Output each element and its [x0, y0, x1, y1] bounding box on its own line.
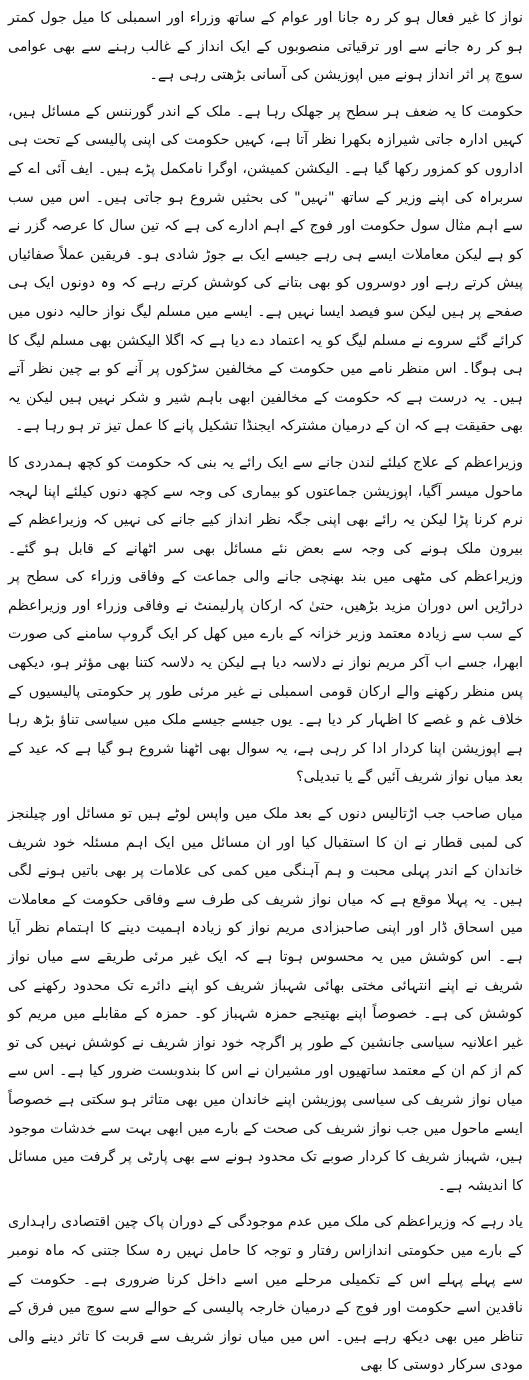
article-paragraph-3: وزیراعظم کے علاج کیلئے لندن جانے سے ایک رائے یہ بنی کہ حکومت کو کچھ ہمدردی کا ماحول میسر آگیا، اپوزیشن جماعتوں کو بیماری کی وجہ سے کچھ دنوں کیلئے اپنا لہجہ نرم کرنا پڑا لیکن یہ رائے بھی اپنی جگہ نظر انداز کیے جانے کی نہیں کہ وزیراعظم کے بیرون ملک ہونے کی وجہ سے بعض نئے مسائل بھی سر اٹھانے کے قابل ہو گئے۔ وزیراعظم کی مٹھی میں بند بھنچی جانے والی جماعت کے وفاقی وزراء کی سطح پر دراڑیں اس دوران مزید بڑھیں، حتیٰ کہ ارکان پارلیمنٹ نے وفاقی وزراء اور وزیراعظم کے سب سے زیادہ معتمد وزیر خزانہ کے بارے میں کھل کر ایک گروپ سامنے کی صورت ابھرا، جسے اب آکر مریم نواز نے دلاسہ دیا ہے لیکن یہ دلاسہ کتنا بھی مؤثر ہو، دیکھی پس منظر رکھنے والے ارکان قومی اسمبلی نے غیر مرئی طور پر حکومتی پالیسیوں کے خلاف غم و غصے کا اظہار کر دیا ہے۔ یوں جیسے جیسے ملک میں سیاسی تناؤ بڑھ رہا ہے اپوزیشن اپنا کردار ادا کر رہی ہے، یہ سوال بھی اٹھنا شروع ہو گیا ہے کہ عید کے بعد میاں نواز شریف آئیں گے یا تبدیلی؟	[8, 454, 523, 786]
article-paragraph-2: حکومت کا یہ ضعف ہر سطح پر جھلک رہا ہے۔ ملک کے اندر گورننس کے مسائل ہیں، کہیں ادارہ جاتی شیرازہ بکھرا نظر آتا ہے، کہیں حکومت کی اپنی پالیسی کے تحت ہی اداروں کو کمزور رکھا گیا ہے۔ الیکشن کمیشن، اوگرا نامکمل پڑے ہیں۔ ایف آئی اے کے سربراہ کی اپنے وزیر کے ساتھ "نہیں" کی بحثیں شروع ہو جاتی ہیں۔ اس میں سب سے اہم مثال سول حکومت اور فوج کے اہم ادارے کی ہے کہ تین سال کا عرصہ گزر نے کو ہے لیکن معاملات ایسے ہی رہے جیسے ایک بے جوڑ شادی ہو۔ فریقین عملاً صفائیاں پیش کرتے رہے اور دوسروں کو بھی بتانے کی کوشش کرتے رہے کہ وہ دونوں ایک ہی صفحے پر ہیں لیکن سو فیصد ایسا نہیں ہے۔ ایسے میں مسلم لیگ نواز حالیہ دنوں میں کرائے گئے سروے نے مسلم لیگ کو یہ اعتماد دے دیا ہے کہ اگلا الیکشن بھی مسلم لیگ کا ہی ہوگا۔ اس منظر نامے میں حکومت کے مخالفین سڑکوں پر آنے کو بے چین نظر آتے ہیں۔ یہ درست ہے کہ حکومت کے مخالفین ابھی باہم شیر و شکر نہیں ہیں لیکن یہ بھی حقیقت ہے کہ ان کے درمیان مشترکہ ایجنڈا تشکیل پانے کا عمل تیز تر ہو رہا ہے۔	[8, 103, 523, 435]
article-paragraph-5: یاد رہے کہ وزیراعظم کی ملک میں عدم موجودگی کے دوران پاک چین اقتصادی راہداری کے بارے میں حکومتی اندازاس رفتار و توجہ کا حامل نہیں رہ سکا جتنی کہ ماہ نومبر سے پہلے پہلے اس کے تکمیلی مرحلے میں اسے داخل کرنا ضروری ہے۔ حکومت کے ناقدین اسے حکومت اور فوج کے درمیان خارجہ پالیسی کے حوالے سے سوچ میں فرق کے تناظر میں بھی دیکھ رہے ہیں۔ اس میں میاں نواز شریف سے قربت کا تاثر دینے والی مودی سرکار دوستی کا بھی	[8, 1214, 523, 1374]
article-paragraph-4: میاں صاحب جب اڑتالیس دنوں کے بعد ملک میں واپس لوٹے ہیں تو مسائل اور چیلنجز کی لمبی قطار نے ان کا استقبال کیا اور ان مسائل میں ایک اہم مسئلہ خود شریف خاندان کے اندر پہلی محبت و ہم آہنگی میں کمی کی علامات پر بھی باتیں ہونے لگی ہیں۔ یہ پہلا موقع ہے کہ میاں نواز شریف کی طرف سے وفاقی حکومت کے معاملات میں اسحاق ڈار اور اپنی صاحبزادی مریم نواز کو زیادہ اہمیت دینے کا اہتمام نظر آیا ہے۔ اس کوشش میں یہ محسوس ہوتا ہے کہ ایک غیر مرئی طریقے سے میاں نواز شریف نے اپنے انتہائی مختی بھائی شہباز شریف کو اپنے دائرے تک محدود رکھنے کی کوشش کی ہے۔ خصوصاً اپنے بھتیجے حمزہ شہباز کو۔ حمزہ کے مقابلے میں مریم کو غیر اعلانیہ سیاسی جانشین کے طور پر اگرچہ خود نواز شریف نے کوشش نہیں کی تو کم از کم ان کے معتمد ساتھیوں اور مشیران نے اس کا بندوبست ضرور کیا ہے۔ اس سے میاں نواز شریف کی سیاسی پوزیشن اپنے خاندان میں بھی متاثر ہو سکتی ہے خصوصاً ایسے ماحول میں جب نواز شریف کی صحت کے بارے میں ابھی بہت سے خدشات موجود ہیں، شہباز شریف کا کردار صوبے تک محدود ہونے سے بھی پارٹی پر گرفت میں مسائل کا اندیشہ ہے۔	[8, 806, 523, 1194]
article-paragraph-1: نواز کا غیر فعال ہو کر رہ جانا اور عوام کے ساتھ وزراء اور اسمبلی کا میل جول کمتر ہو کر رہ جانے سے اور ترقیاتی منصوبوں کے ایک انداز کے غالب رہنے سے بھی عوامی سوچ پر اثر انداز ہونے میں اپوزیشن کی آسانی بڑھتی رہی ہے۔	[8, 10, 523, 84]
